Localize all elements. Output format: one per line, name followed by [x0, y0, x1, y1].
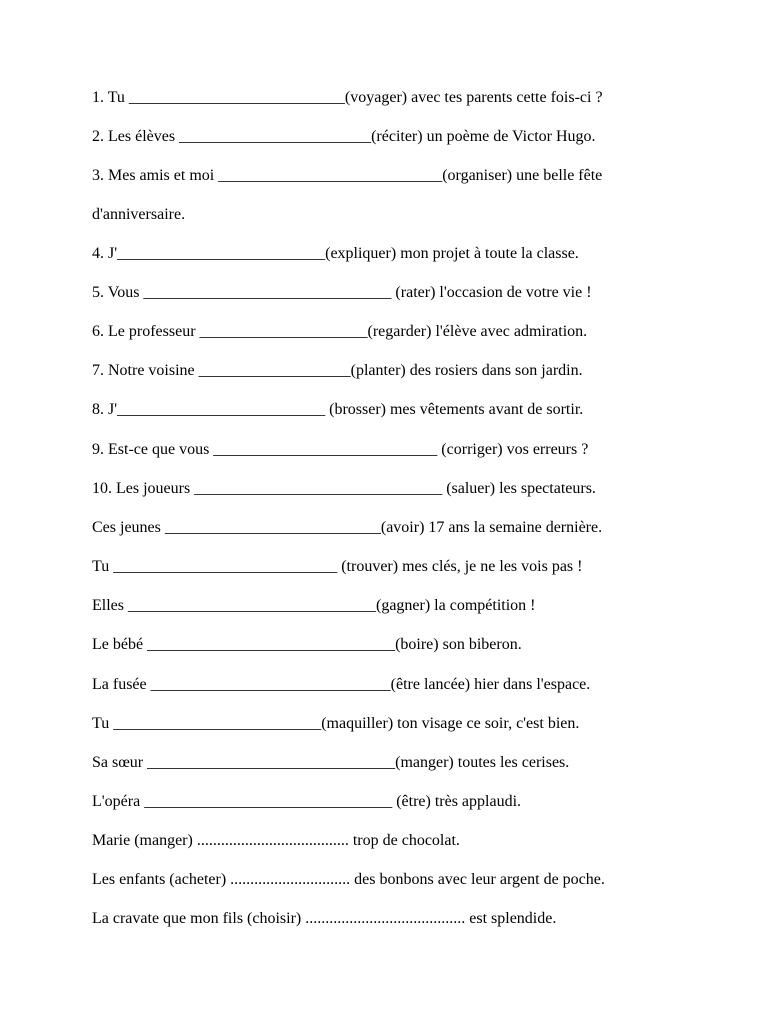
exercise-line-2: 2. Les élèves ________________________(réciter) un poème de Victor Hugo.: [92, 128, 596, 145]
exercise-line-3: 3. Mes amis et moi ____________________________(organiser) une belle fête: [92, 167, 603, 184]
exercise-line-9: 9. Est-ce que vous ____________________________ (corriger) vos erreurs ?: [92, 441, 589, 458]
exercise-line-17: Sa sœur _______________________________(manger) toutes les cerises.: [92, 754, 570, 771]
exercise-line-13: Elles _______________________________(gagner) la compétition !: [92, 597, 536, 614]
exercise-line-12: Tu ____________________________ (trouver) mes clés, je ne les vois pas !: [92, 558, 583, 575]
exercise-line-19: Marie (manger) ...................................... trop de chocolat.: [92, 832, 460, 849]
exercise-line-18: L'opéra _______________________________ (être) très applaudi.: [92, 793, 522, 810]
exercise-line-8: 8. J'__________________________ (brosser) mes vêtements avant de sortir.: [92, 401, 584, 418]
exercise-line-14: Le bébé _______________________________(boire) son biberon.: [92, 636, 522, 653]
exercise-line-21: La cravate que mon fils (choisir) ........................................ est splendide.: [92, 910, 557, 927]
exercise-line-5: 5. Vous _______________________________ (rater) l'occasion de votre vie !: [92, 284, 592, 301]
exercise-line-3-continued: d'anniversaire.: [92, 206, 186, 223]
exercise-line-20: Les enfants (acheter) .............................. des bonbons avec leur argent de poche.: [92, 871, 605, 888]
exercise-line-4: 4. J'__________________________(expliquer) mon projet à toute la classe.: [92, 245, 579, 262]
exercise-line-6: 6. Le professeur _____________________(regarder) l'élève avec admiration.: [92, 323, 588, 340]
exercise-line-11: Ces jeunes ___________________________(avoir) 17 ans la semaine dernière.: [92, 519, 603, 536]
exercise-line-10: 10. Les joueurs _______________________________ (saluer) les spectateurs.: [92, 480, 596, 497]
exercise-line-15: La fusée ______________________________(être lancée) hier dans l'espace.: [92, 676, 591, 693]
exercise-line-7: 7. Notre voisine ___________________(planter) des rosiers dans son jardin.: [92, 362, 583, 379]
exercise-line-16: Tu __________________________(maquiller) ton visage ce soir, c'est bien.: [92, 715, 580, 732]
exercise-line-1: 1. Tu ___________________________(voyager) avec tes parents cette fois-ci ?: [92, 89, 603, 106]
